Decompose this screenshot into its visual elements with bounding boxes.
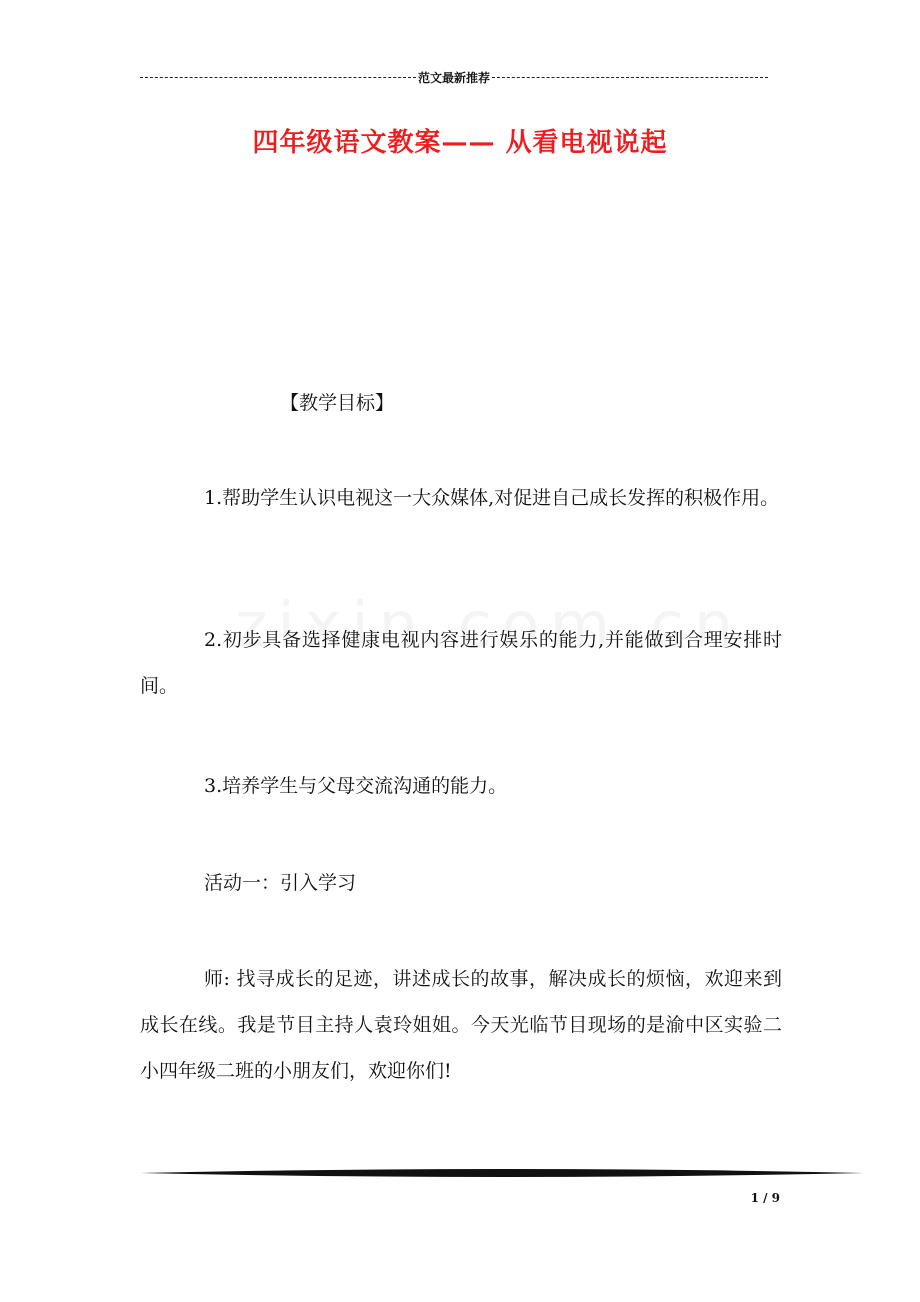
header-label: 范文最新推荐 [418, 70, 491, 85]
paragraph-objective-1: 1.帮助学生认识电视这一大众媒体,对促进自己成长发挥的积极作用。 [204, 487, 780, 509]
paragraph-objective-3: 3.培养学生与父母交流沟通的能力。 [204, 775, 508, 797]
header-rule [140, 68, 768, 86]
section-heading-objectives: 【教学目标】 [280, 392, 395, 414]
footer-divider [140, 1166, 864, 1180]
document-title: 四年级语文教案—— 从看电视说起 [252, 128, 668, 158]
paragraph-objective-2: 2.初步具备选择健康电视内容进行娱乐的能力,并能做到合理安排时间。 [140, 629, 782, 697]
header-dash-right [492, 77, 768, 78]
paragraph-activity-one: 活动一：引入学习 [204, 872, 357, 894]
header-dash-left [140, 77, 416, 78]
paragraph-teacher-intro: 师: 找寻成长的足迹，讲述成长的故事，解决成长的烦恼，欢迎来到成长在线。我是节目主持人袁玲姐姐。今天光临节目现场的是渝中区实验二小四年级二班的小朋友们，欢迎你们! [140, 968, 782, 1082]
page-number: 1 / 9 [750, 1191, 780, 1205]
